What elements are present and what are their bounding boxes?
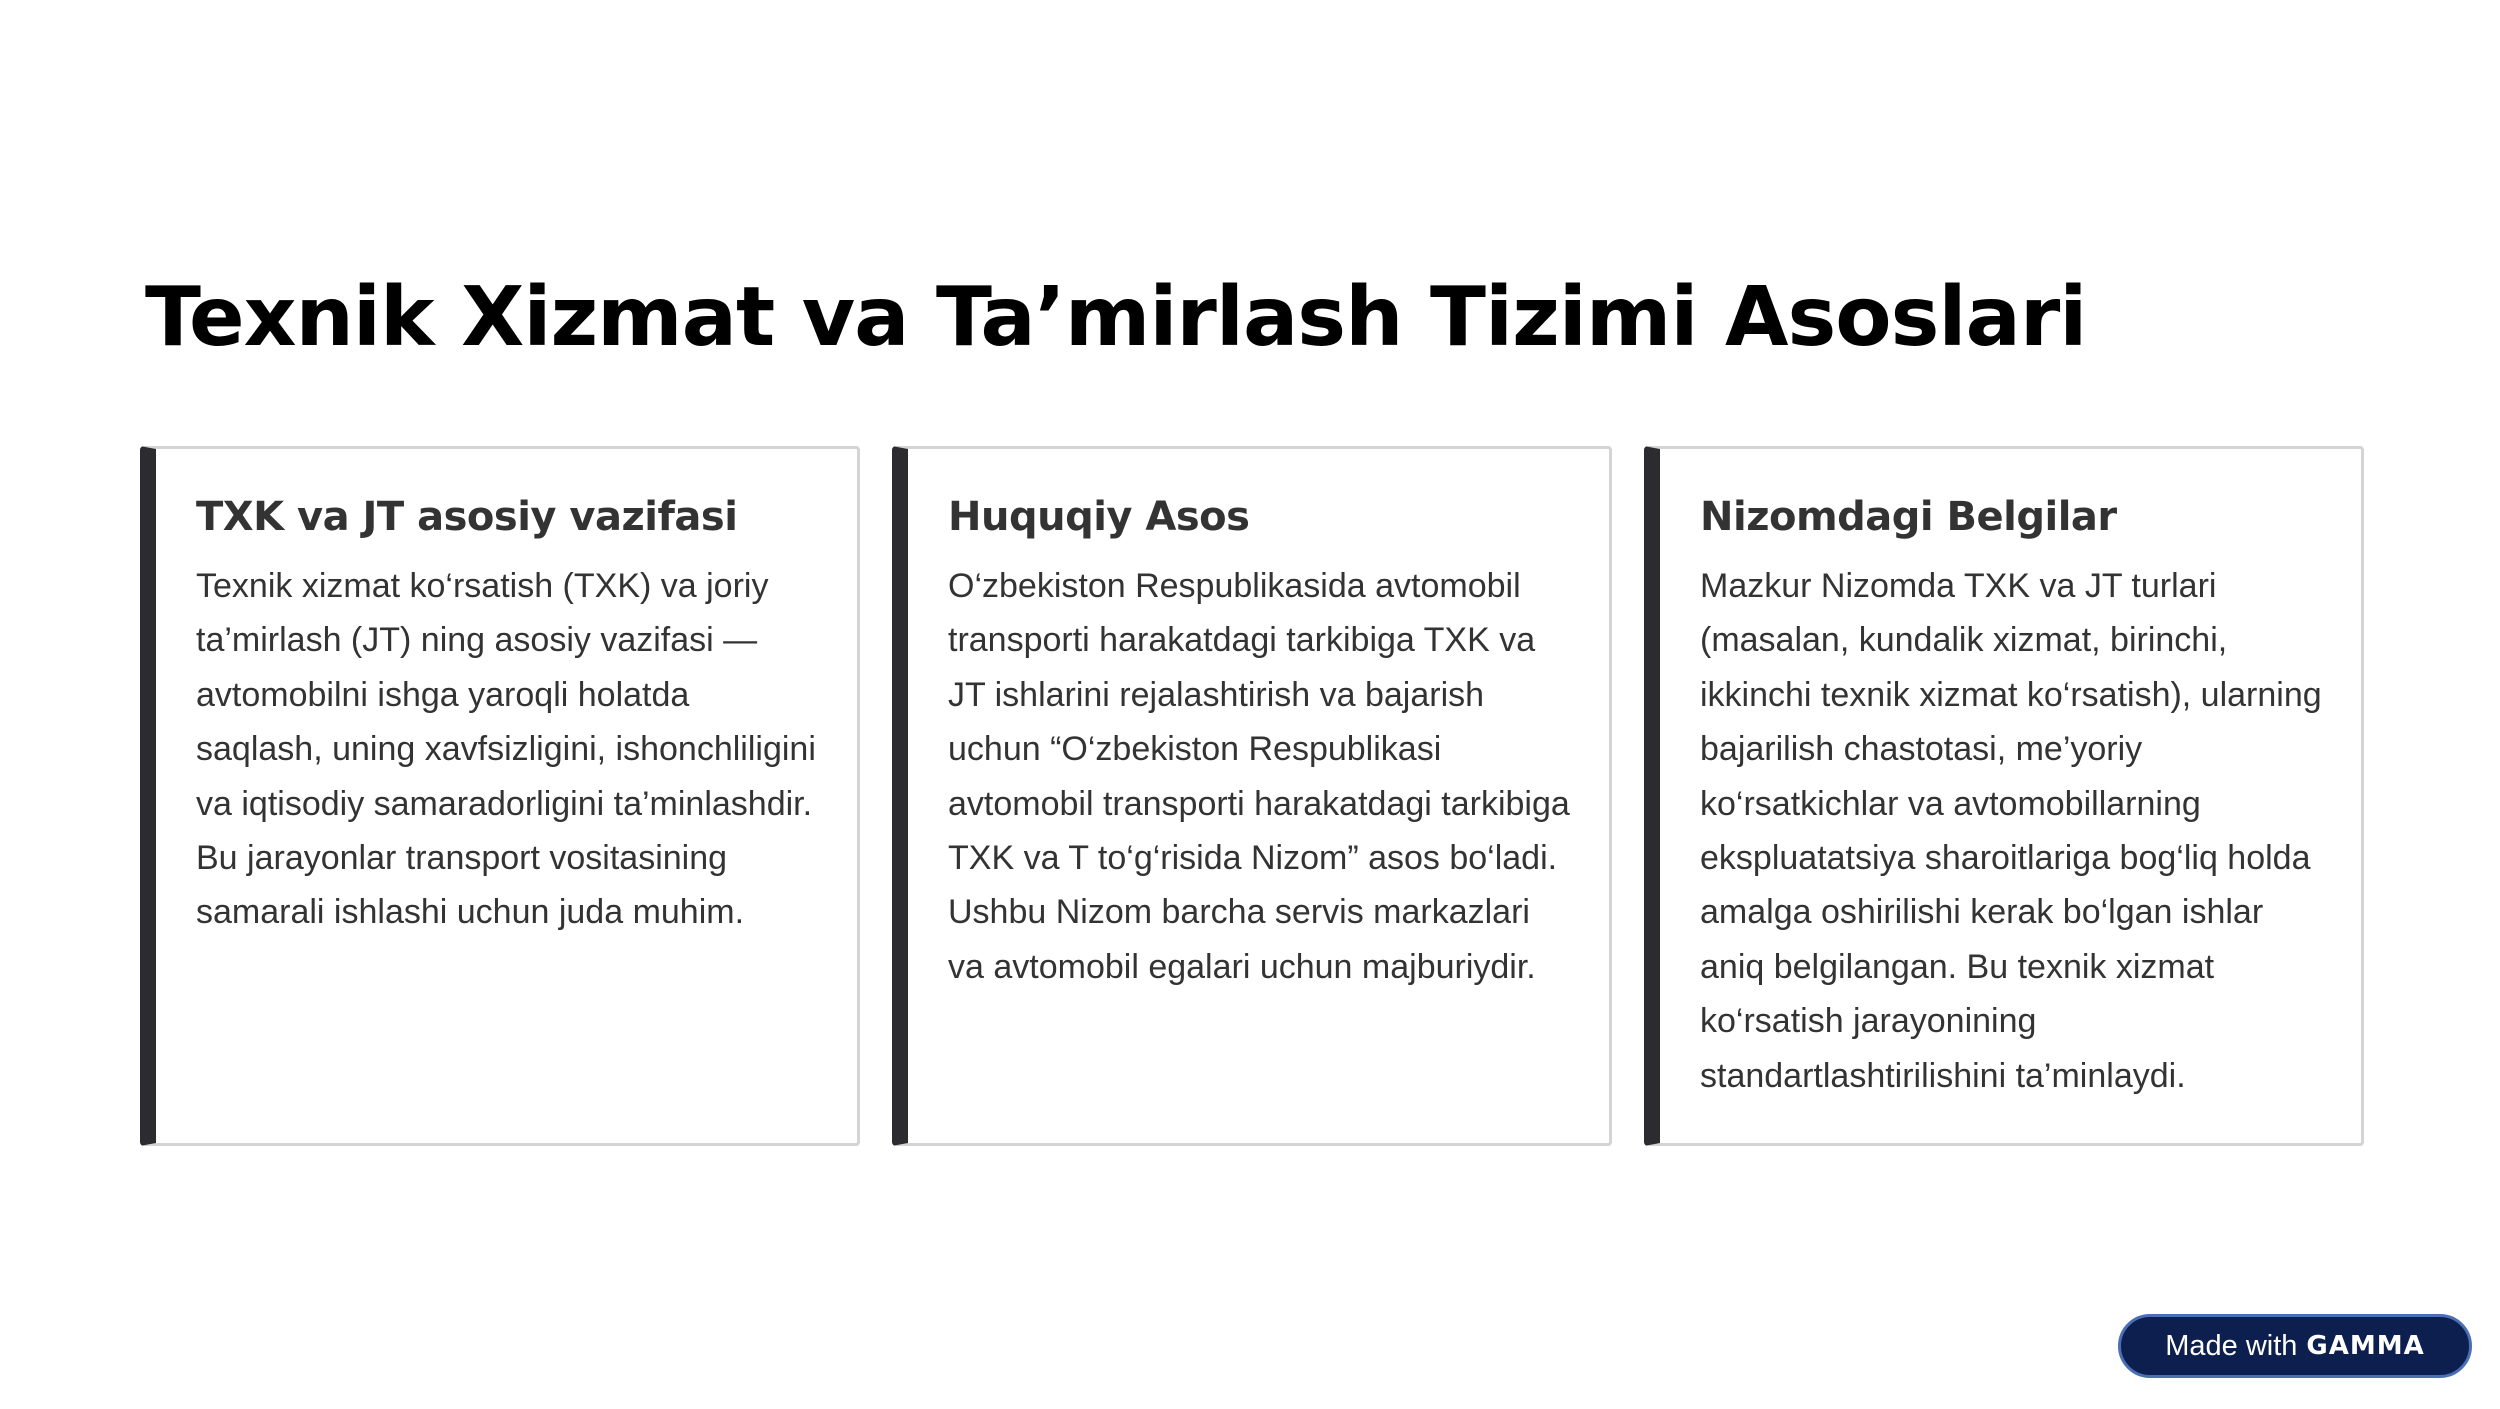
card-body: Mazkur Nizomda TXK va JT turlari (masalan, kundalik xizmat, birinchi, ikkinchi texnik xizmat ko‘rsatish), ularning bajarilish chastotasi, me’yoriy ko‘rsatkichlar va avtomobillarning ekspluatatsiya sharoitlariga bog‘liq holda amalga oshirilishi kerak bo‘lgan ishlar aniq belgilangan. Bu texnik xizmat ko‘rsatish jarayonining standartlashtirilishini ta’minlaydi.: [1700, 567, 2322, 1095]
badge-prefix: Made with: [2165, 1329, 2298, 1362]
card-huquqiy-asos: [892, 446, 1612, 1146]
cards-row: [140, 446, 2364, 1146]
card-body: O‘zbekiston Respublikasida avtomobil transporti harakatdagi tarkibiga TXK va JT ishlarini rejalashtirish va bajarish uchun “O‘zbekiston Respublikasi avtomobil transporti harakatdagi tarkibiga TXK va T to‘g‘risida Nizom” asos bo‘ladi. Ushbu Nizom barcha servis markazlari va avtomobil egalari uchun majburiydir.: [948, 567, 1570, 986]
card-title: Huquqiy Asos: [948, 494, 1250, 540]
gamma-logo-text: GAMMA: [2306, 1331, 2425, 1361]
card-body: Texnik xizmat ko‘rsatish (TXK) va joriy ta’mirlash (JT) ning asosiy vazifasi — avtomobilni ishga yaroqli holatda saqlash, uning xavfsizligini, ishonchliligini va iqtisodiy samaradorligini ta’minlashdir. Bu jarayonlar transport vositasining samarali ishlashi uchun juda muhim.: [196, 567, 816, 932]
card-title: Nizomdagi Belgilar: [1700, 494, 2117, 540]
card-title: TXK va JT asosiy vazifasi: [196, 494, 738, 540]
card-nizomdagi-belgilar: [1644, 446, 2364, 1146]
page-title: Texnik Xizmat va Ta’mirlash Tizimi Asoslari: [145, 270, 2087, 365]
made-with-gamma-badge[interactable]: [2118, 1314, 2472, 1378]
card-txk-jt-vazifasi: [140, 446, 860, 1146]
